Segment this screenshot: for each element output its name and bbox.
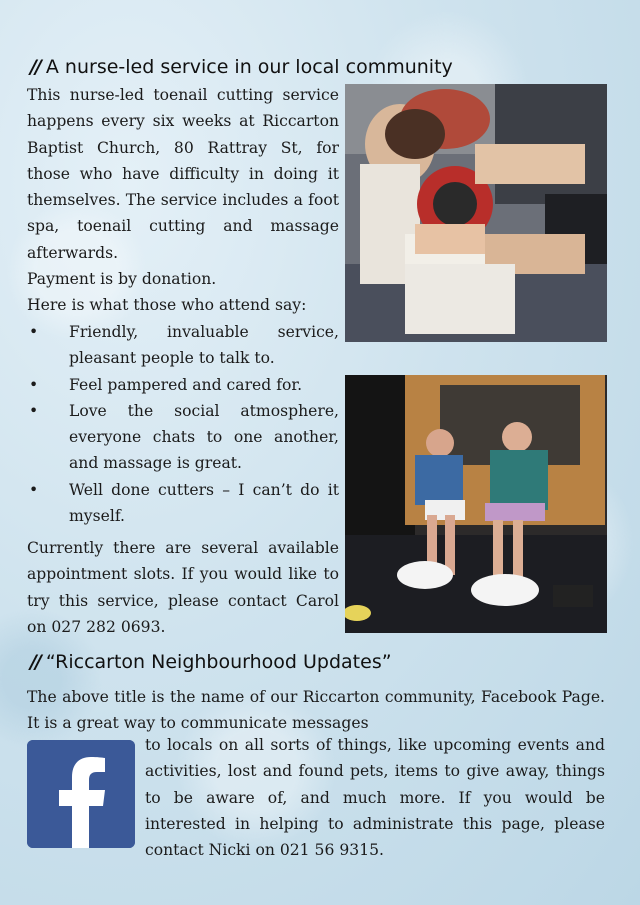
list-item: • Feel pampered and cared for. <box>27 372 339 398</box>
photo-foot-care <box>345 84 607 342</box>
intro-paragraph: This nurse-led toenail cutting service happens every six weeks at Riccarton Baptist Church, 80 Rattray St, for those who have difficulty in doing it themselves. The service includes a foot spa, toenail cutting and massage afterwards. <box>27 86 339 262</box>
closing-paragraph: Currently there are several available appointment slots. If you would like to try this service, please contact Carol on 027 282 0693. <box>27 539 339 636</box>
section-heading-neighbourhood-updates <box>30 651 392 673</box>
list-item: • Friendly, invaluable service, pleasant people to talk to. <box>27 319 339 372</box>
double-slash-icon: // <box>30 651 40 673</box>
payment-text: Payment is by donation. <box>27 270 217 288</box>
quotes-intro-text: Here is what those who attend say: <box>27 296 307 314</box>
double-slash-icon: // <box>30 56 40 78</box>
facebook-paragraph-intro: The above title is the name of our Riccarton community, Facebook Page. It is a great way to communicate messages <box>27 688 605 733</box>
list-item: • Well done cutters – I can’t do it myself. <box>27 477 339 530</box>
heading-text: A nurse-led service in our local community <box>45 56 453 78</box>
photo-foot-spa <box>345 375 607 633</box>
list-item: • Love the social atmosphere, everyone chats to one another, and massage is great. <box>27 398 339 477</box>
section-heading-nurse-service <box>30 56 453 78</box>
heading-text: “Riccarton Neighbourhood Updates” <box>45 651 392 673</box>
testimonial-list <box>27 319 339 529</box>
facebook-paragraph-body: to locals on all sorts of things, like upcoming events and activities, lost and found pets, items to give away, things to be aware of, and much more. If you would be interested in helping to administrate this page, please contact Nicki on 021 56 9315. <box>145 736 605 860</box>
facebook-logo-icon <box>27 740 135 848</box>
